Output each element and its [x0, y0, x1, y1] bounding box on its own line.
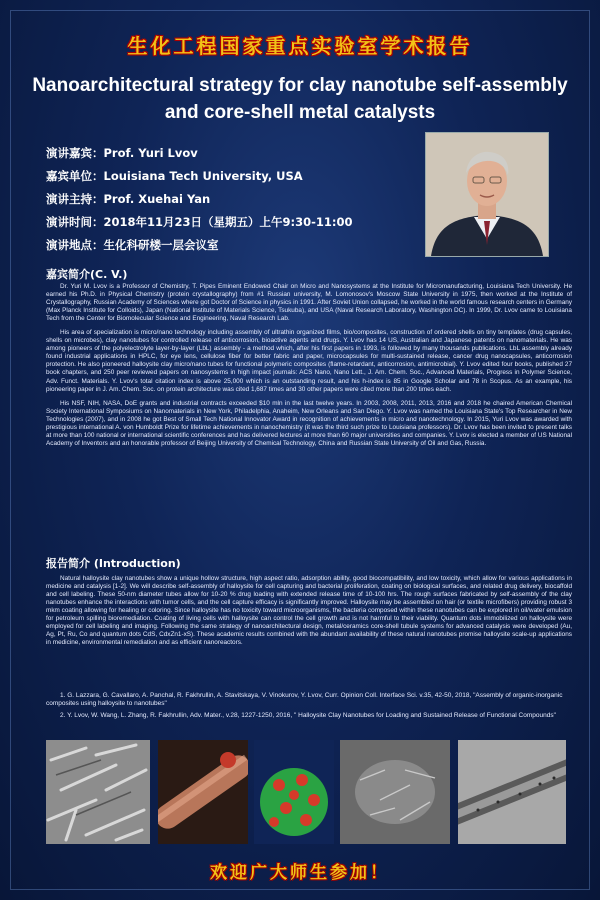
speaker-row: 演讲嘉宾：Prof. Yuri Lvov [46, 146, 198, 160]
speaker-photo [425, 132, 549, 257]
image-gallery [46, 740, 566, 848]
microcapsule-image [254, 740, 334, 844]
time-row: 演讲时间：2018年11月23日（星期五）上午9:30-11:00 [46, 215, 353, 229]
cell-coating-image [340, 740, 450, 844]
talk-title [30, 72, 570, 126]
reference-2: 2. Y. Lvov, W. Wang, L. Zhang, R. Fakhrullin, Adv. Mater., v.28, 1227-1250, 2016, " Halloysite Clay Nanotubes for Loading and Sustained Release of Functional Compounds" [60, 712, 556, 720]
talk-title-line-2: and core-shell metal catalysts [164, 102, 436, 123]
sem-nanotubes-image [46, 740, 150, 844]
affiliation-row: 嘉宾单位：Louisiana Tech University, USA [46, 169, 303, 183]
poster-banner: 生化工程国家重点实验室学术报告 [127, 34, 473, 58]
venue-row: 演讲地点：生化科研楼一层会议室 [46, 238, 219, 252]
tem-nanotube-image [458, 740, 566, 844]
bio-heading: 嘉宾简介(C. V.) [46, 268, 128, 281]
coated-hair-image [158, 740, 248, 844]
bio-paragraph-2: His area of specialization is micro/nano technology including assembly of ultrathin organized films, bio/composites, construction of ordered shells on tiny templates (drug capsules, shells on microbes), clay nanotubes for controlled release of anticorrosion, bioactive agents and drugs. Y. Lvov has 14 US, Australian and Japanese patents on nanomaterials. He was among pioneers of the polyelectrolyte layer-by-layer (LbL) assembly - a method which, after his first papers in 1993, is followed by many thousands publications. LbL assembly already found industrial applications in HPLC, for eye lens, cellulose fiber for better fabric and paper, microcapsules for multi-sustained release, cancer drug nanocapsules, anticorrosion protection. He also pioneered halloysite clay micro/nano tubes for functional polymeric composites (flame-retardant, anticorrosion, antimicrobial). Y. Lvov edited four books, published 27 book chapters, and 250 peer reviewed papers on nanosystems in high impact journals: ACS Nano, Nano Lett., J. Am. Chem. Soc., Advanced Materials, Progress in Polymer Science, Adv. Funct. Materials. Y. Lvov's total citation index is above 25,000 which is an outstanding result, and his h-index is 85 in Google Scholar and 78 in Scopus. As an example, his pioneering paper in J. Am. Chem. Soc. on protein architecture was cited 1,687 times and 30 other papers were cited more than 200 times each. [46, 329, 572, 393]
references [46, 692, 572, 721]
welcome-footer: 欢迎广大师生参加！ [210, 863, 390, 883]
intro-heading: 报告简介 (Introduction) [46, 557, 181, 570]
reference-1: 1. G. Lazzara, G. Cavallaro, A. Panchal, R. Fakhrullin, A. Stavitskaya, V. Vinokurov, Y. Lvov, Curr. Opinion Coll. Interface Sci. v.35, 42-50, 2018, "Assembly of organic-inorganic composites using halloysite to nanotubes" [46, 692, 563, 708]
intro-text [46, 575, 572, 647]
bio-paragraph-3: His NSF, NIH, NASA, DoE grants and industrial contracts exceeded $10 mln in the last twelve years. In 2003, 2008, 2011, 2013, 2016 and 2018 he chaired American Chemical Society International Symposiums on Nanomaterials in New York, Philadelphia, Anaheim, New Orleans and San Diego. Y. Lvov was named the Louisiana State's Top Researcher in New Technologies (2007), and in 2008 he got Best of Small Tech National Innovator Award in recognition of achievements in micro and nanotechnology. In 2015, Yuri Lvov was awarded with prestigious international A. von Humboldt Prize for lifetime achievements in nanochemistry (it was the third such prize to Louisiana professors). Dr. Lvov has been invited to present talks at more than 100 national or international scientific conferences and has delivered lectures at more than 60 major universities and companies. Y. Lvov is elected a member of US National Academy of Inventors and an honorable professor of Beijing University of Chemical Technology, China and Russian State University of Oil and Gas, Russia. [46, 399, 572, 447]
bio-paragraph-1: Dr. Yuri M. Lvov is a Professor of Chemistry, T. Pipes Eminent Endowed Chair on Micro and Nanosystems at the Institute for Micromanufacturing, Louisiana Tech University. He earned his Ph.D. in Physical Chemistry (protein crystallography) from #1 Russian university, M. Lomonosov's Moscow State University in 1975, then worked at the Institute of Crystallography, Russian Academy of Sciences where got Doctor of Science in physics in 1991. After Soviet Union collapsed, he worked in the world famous research centers in Germany (Max Planck Institute for Colloids), Japan (National Institute of Materials Science, Tsukuba), and USA (Naval Research Laboratory, Washington DC). In 1999, Dr. Lvov came to Louisiana Tech from the Center for Biomolecular Science and Engineering, Naval Research Lab. [46, 283, 572, 323]
talk-info [46, 142, 406, 257]
host-row: 演讲主持：Prof. Xuehai Yan [46, 192, 211, 206]
bio-text [46, 283, 572, 448]
talk-title-line-1: Nanoarchitectural strategy for clay nanotube self-assembly [32, 75, 568, 96]
intro-paragraph: Natural halloysite clay nanotubes show a unique hollow structure, high aspect ratio, adsorption ability, good biocompatibility, and low toxicity, which allow for various applications in medicine and catalysis [1-2]. We will describe self-assembly of halloysite for cell capturing and bacterial proliferation, coating on biological surfaces, and related drug delivery, biocaffold and cell labeling. These 50-nm diameter tubes allow for 10-20 % drug loading with extended release time of 10-100 hrs. The rough surfaces fabricated by self-assembly of the clay nanotubes enhance the interactions with tumor cells, and the cell capture efficacy is significantly improved. Halloysite may be assembled on hair (or textile microfibers) providing robust 3 mkm coating allowing for healing or coloring. Since halloysite has no toxicity toward microorganisms, the bacteria composed within these nanotubes can be explored in oil/water emulsion for petroleum spilling bioremediation. Coating of living cells with halloysite can control the cell growth and is not harmful to their viability. Quantum dots immobilized on halloysite were employed for cell labeling and imaging. Following the same strategy of nanoarchitectural design, metal/ceramics core-shell tubule systems for advanced catalysis were developed (Au, Ag, Pt, Ru, Co and quantum dots CdS, CdxZn1-xS). These academic results combined with the abundant availability of these natural nanotubes promise halloysite scale-up applications in medicine, environmental remediation and as efficient nanoreactors. [46, 575, 572, 647]
